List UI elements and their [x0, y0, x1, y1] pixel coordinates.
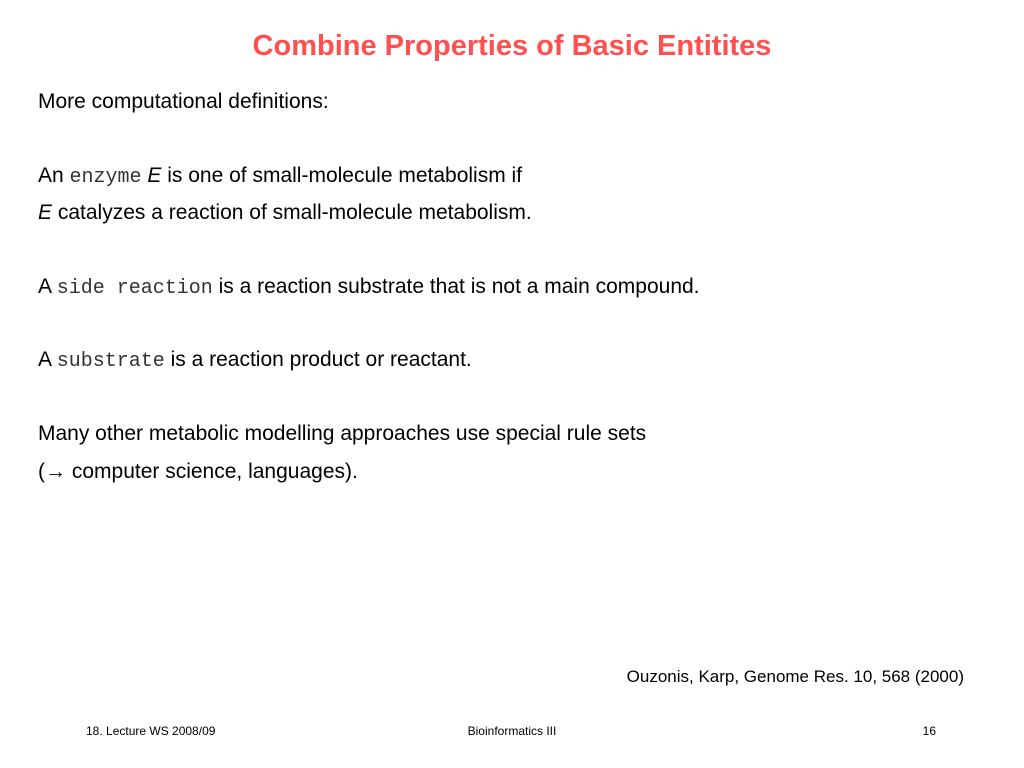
side-reaction-rest: is a reaction substrate that is not a main compound.	[218, 275, 700, 298]
footer-lecture: 18. Lecture WS 2008/09	[86, 724, 216, 738]
enzyme-line2-rest: catalyzes a reaction of small-molecule metabolism.	[57, 201, 532, 224]
side-reaction-prefix: A	[38, 275, 51, 298]
intro-text: More computational definitions:	[38, 90, 329, 113]
enzyme-definition-line-1	[38, 162, 522, 192]
note-line2-rest: computer science, languages).	[71, 460, 358, 483]
enzyme-term: enzyme	[69, 166, 142, 189]
substrate-rest: is a reaction product or reactant.	[170, 348, 472, 371]
note-open-paren: (	[38, 460, 45, 483]
enzyme-symbol: E	[147, 164, 162, 187]
right-arrow-icon: →	[45, 460, 66, 483]
note-line-1: Many other metabolic modelling approaches use special rule sets	[38, 422, 647, 445]
side-reaction-definition	[38, 273, 700, 303]
enzyme-rest: is one of small-molecule metabolism if	[167, 164, 523, 187]
note-line-2	[38, 458, 358, 486]
enzyme-prefix: An	[38, 164, 64, 187]
citation: Ouzonis, Karp, Genome Res. 10, 568 (2000)	[626, 667, 964, 686]
substrate-prefix: A	[38, 348, 51, 371]
enzyme-line2-symbol: E	[38, 201, 53, 224]
footer-course: Bioinformatics III	[467, 724, 557, 738]
slide-title: Combine Properties of Basic Entitites	[252, 30, 772, 62]
substrate-definition	[38, 346, 472, 376]
substrate-term: substrate	[56, 350, 165, 373]
side-reaction-term: side reaction	[56, 277, 213, 300]
enzyme-definition-line-2	[38, 199, 532, 227]
footer-page-number: 16	[922, 724, 936, 738]
